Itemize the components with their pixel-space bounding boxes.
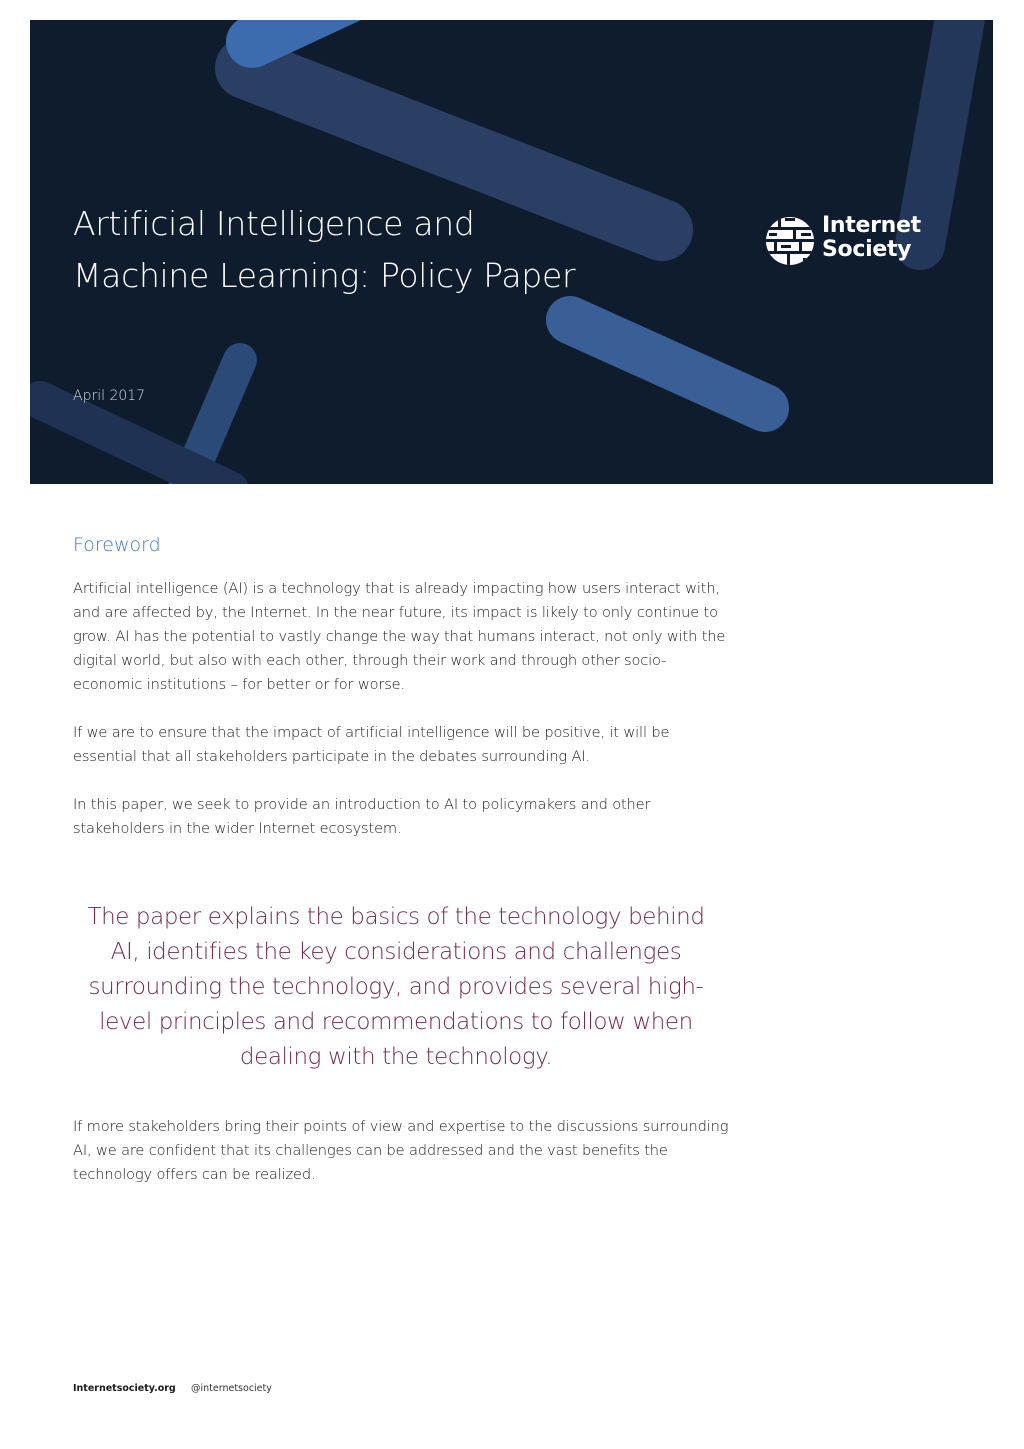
foreword-paragraph-2: If we are to ensure that the impact of artificial intelligence will be positive, it will be essential that all stakeholders participate in the debates surrounding AI. xyxy=(73,724,670,765)
foreword-paragraph-1: Artificial intelligence (AI) is a technology that is already impacting how users interact with, and are affected by, the Internet. In the near future, its impact is likely to only continue to grow. AI has the potential to vastly change the way that humans interact, not only with the digital world, but also with each other, through their work and through other socio-economic institutions – for better or for worse. xyxy=(73,580,726,693)
internet-society-logo xyxy=(765,214,935,270)
foreword-paragraph-3: In this paper, we seek to provide an introduction to AI to policymakers and other stakeholders in the wider Internet ecosystem. xyxy=(73,796,651,837)
paper-title xyxy=(73,198,633,302)
logo-wordmark xyxy=(822,214,921,262)
closing-paragraph: If more stakeholders bring their points of view and expertise to the discussions surrounding AI, we are confident that its challenges can be addressed and the vast benefits the technology offers can be realized. xyxy=(73,1118,729,1183)
pull-quote: The paper explains the basics of the technology behind AI, identifies the key considerations and challenges surrounding the technology, and provides several high-level principles and recommendations to follow when dealing with the technology. xyxy=(87,904,705,1070)
title-line-2: Machine Learning: Policy Paper xyxy=(73,256,576,295)
publication-date: April 2017 xyxy=(73,388,146,404)
title-line-1: Artificial Intelligence and xyxy=(73,204,475,243)
website-link[interactable]: Internetsociety.org xyxy=(73,1383,176,1394)
foreword-heading: Foreword xyxy=(73,534,161,556)
globe-mark-icon xyxy=(765,216,815,266)
logo-line-2: Society xyxy=(822,237,912,262)
logo-line-1: Internet xyxy=(822,213,921,238)
cover-banner xyxy=(30,20,993,484)
social-handle[interactable]: @internetsociety xyxy=(191,1383,272,1394)
